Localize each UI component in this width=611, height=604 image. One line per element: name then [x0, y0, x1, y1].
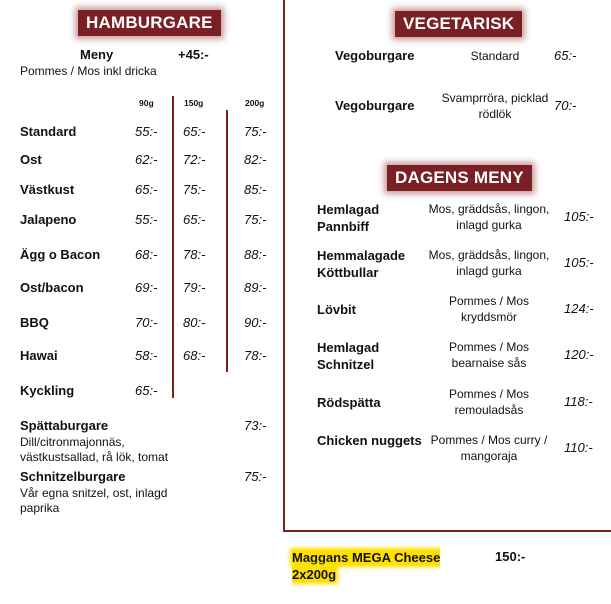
dagens-item-price: 105:-: [564, 209, 594, 224]
price-90g: 68:-: [135, 247, 158, 262]
dagens-item-name: Hemlagad Schnitzel: [317, 340, 380, 372]
price-150g: 75:-: [183, 182, 206, 197]
burger-name: Ägg o Bacon: [20, 247, 101, 262]
meny-description: Pommes / Mos inkl dricka: [20, 64, 157, 78]
burger-name: Kyckling: [20, 383, 75, 398]
dagens-item-name: Hemlagad Pannbiff: [317, 202, 380, 234]
burger-name: BBQ: [20, 315, 49, 330]
hamburgare-title: HAMBURGARE: [78, 10, 221, 36]
dagens-item-description: Pommes / Mos bearnaise sås: [448, 340, 529, 370]
price-150g: 72:-: [183, 152, 206, 167]
price-200g: 90:-: [244, 315, 267, 330]
veg-item-description: Standard: [470, 49, 520, 63]
schnitzelburgare-name: Schnitzelburgare: [20, 469, 126, 484]
meny-price: +45:-: [178, 47, 209, 62]
dagens-item-name: Lövbit: [317, 302, 356, 317]
burger-name: Ost: [20, 152, 42, 167]
price-90g: 70:-: [135, 315, 158, 330]
spatta-description: Dill/citronmajonnäs, västkustsallad, rå lök, tomat: [20, 435, 169, 464]
dagens-item-description: Mos, gräddsås, lingon, inlagd gurka: [428, 202, 550, 232]
dagens-item-name: Chicken nuggets: [317, 433, 422, 448]
dagens-item-price: 105:-: [564, 255, 594, 270]
price-200g: 78:-: [244, 348, 267, 363]
dagens-item-name: Rödspätta: [317, 395, 381, 410]
price-90g: 65:-: [135, 383, 158, 398]
burger-name: Hawai: [20, 348, 58, 363]
dagens-item-price: 110:-: [564, 440, 593, 455]
dagens-meny-title: DAGENS MENY: [387, 165, 532, 191]
schnitzelburgare-price: 75:-: [244, 469, 267, 484]
price-200g: 85:-: [244, 182, 267, 197]
size-header-90g: 90g: [139, 98, 154, 108]
dagens-item-name: Hemmalagade Köttbullar: [317, 248, 406, 280]
price-90g: 55:-: [135, 124, 158, 139]
price-90g: 62:-: [135, 152, 158, 167]
section-divider-horizontal: [283, 530, 611, 532]
price-150g: 80:-: [183, 315, 206, 330]
meny-label: Meny: [80, 47, 114, 62]
schnitzelburgare-description: Vår egna snitzel, ost, inlagd paprika: [20, 486, 168, 515]
veg-item-description: Svamprröra, picklad rödlök: [441, 91, 549, 121]
size-header-150g: 150g: [184, 98, 204, 108]
column-divider-1: [172, 96, 174, 398]
special-item-name: [292, 549, 462, 583]
dagens-item-description: Pommes / Mos remouladsås: [448, 387, 529, 417]
price-150g: 68:-: [183, 348, 206, 363]
price-200g: 75:-: [244, 124, 267, 139]
price-200g: 75:-: [244, 212, 267, 227]
dagens-item-description: Pommes / Mos kryddsmör: [448, 294, 529, 324]
veg-item-price: 70:-: [554, 98, 577, 113]
section-divider-vertical: [283, 0, 285, 532]
burger-name: Västkust: [20, 182, 75, 197]
price-90g: 58:-: [135, 348, 158, 363]
burger-name: Standard: [20, 124, 77, 139]
price-150g: 78:-: [183, 247, 206, 262]
size-header-200g: 200g: [245, 98, 265, 108]
price-90g: 65:-: [135, 182, 158, 197]
burger-name: Ost/bacon: [20, 280, 84, 295]
dagens-item-description: Pommes / Mos curry / mangoraja: [430, 433, 548, 463]
column-divider-2: [226, 110, 228, 372]
burger-name: Jalapeno: [20, 212, 77, 227]
price-90g: 55:-: [135, 212, 158, 227]
dagens-item-price: 118:-: [564, 394, 593, 409]
price-200g: 88:-: [244, 247, 267, 262]
special-highlight: Maggans MEGA Cheese 2x200g: [292, 550, 441, 582]
vegetarisk-title: VEGETARISK: [395, 11, 522, 37]
price-200g: 82:-: [244, 152, 267, 167]
price-90g: 69:-: [135, 280, 158, 295]
special-item-price: 150:-: [495, 549, 526, 564]
price-150g: 65:-: [183, 212, 206, 227]
dagens-item-price: 120:-: [564, 347, 594, 362]
spatta-name: Spättaburgare: [20, 418, 109, 433]
veg-item-name: Vegoburgare: [335, 48, 415, 63]
dagens-item-description: Mos, gräddsås, lingon, inlagd gurka: [428, 248, 550, 278]
price-150g: 65:-: [183, 124, 206, 139]
veg-item-name: Vegoburgare: [335, 98, 415, 113]
dagens-item-price: 124:-: [564, 301, 594, 316]
veg-item-price: 65:-: [554, 48, 577, 63]
spatta-price: 73:-: [244, 418, 267, 433]
price-150g: 79:-: [183, 280, 206, 295]
price-200g: 89:-: [244, 280, 267, 295]
